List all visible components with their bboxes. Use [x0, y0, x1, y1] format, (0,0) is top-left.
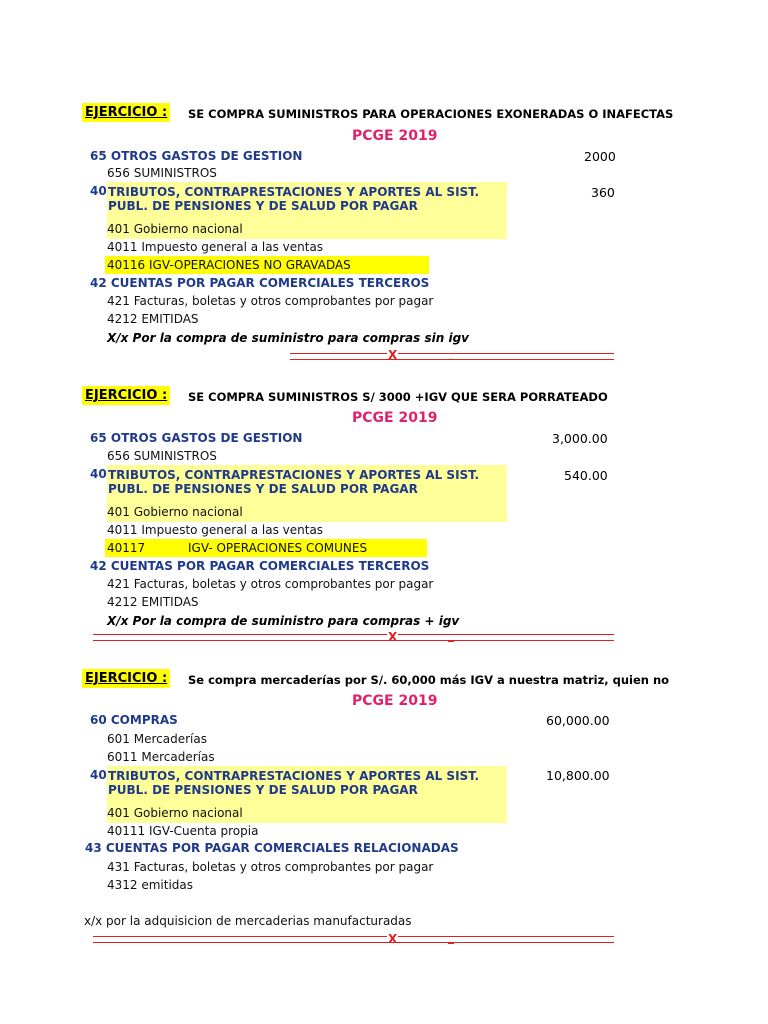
- igv-account: 4011 Impuesto general a las ventas: [107, 523, 324, 537]
- exercise-description: Se compra mercaderías por S/. 60,000 más IGV a nuestra matriz, quien no: [188, 673, 670, 687]
- cuentas-por-pagar: 43 CUENTAS POR PAGAR COMERCIALES RELACIONADAS: [85, 841, 459, 855]
- trib-account-box: TRIBUTOS, CONTRAPRESTACIONES Y APORTES AL SIST. PUBL. DE PENSIONES Y DE SALUD POR PAGAR: [107, 182, 507, 224]
- sub-account: 601 Mercaderías: [107, 732, 207, 746]
- pcge-title: PCGE 2019: [352, 693, 438, 709]
- gloss-text: X/x Por la compra de suministro para compras sin igv: [107, 331, 469, 345]
- trib-amount: 360: [591, 185, 615, 200]
- igv-detail-highlight: 40116 IGV-OPERACIONES NO GRAVADAS: [105, 256, 429, 274]
- amount-main: 2000: [584, 149, 616, 164]
- exercise-label: EJERCICIO :: [82, 386, 170, 405]
- igv-detail: IGV- OPERACIONES COMUNES: [188, 541, 368, 555]
- sub-account: 656 SUMINISTROS: [107, 449, 217, 463]
- igv-code: 40117: [107, 541, 146, 555]
- sub-account: 656 SUMINISTROS: [107, 166, 217, 180]
- x-mark: X: [388, 348, 398, 362]
- pcge-title: PCGE 2019: [352, 128, 438, 144]
- emitidas-account: 4212 EMITIDAS: [107, 312, 199, 326]
- rule-line-bottom: [93, 942, 614, 943]
- dash-mark: _: [448, 628, 454, 642]
- gobierno-nacional: 401 Gobierno nacional: [107, 803, 507, 823]
- rule-line-left: [93, 936, 387, 937]
- facturas-account: 431 Facturas, boletas y otros comprobantes por pagar: [107, 860, 434, 874]
- exercise-label: EJERCICIO :: [82, 669, 170, 688]
- trib-amount: 10,800.00: [546, 768, 610, 783]
- trib-code: 40: [90, 467, 107, 481]
- emitidas-account: 4212 EMITIDAS: [107, 595, 199, 609]
- trib-code: 40: [90, 184, 107, 198]
- account-main: 65 OTROS GASTOS DE GESTION: [90, 431, 303, 445]
- amount-main: 60,000.00: [546, 713, 610, 728]
- gloss-text: X/x Por la compra de suministro para compras + igv: [107, 614, 460, 628]
- gobierno-nacional: 401 Gobierno nacional: [107, 502, 507, 522]
- rule-line-right: [398, 936, 614, 937]
- facturas-account: 421 Facturas, boletas y otros comprobantes por pagar: [107, 577, 434, 591]
- amount-main: 3,000.00: [552, 431, 608, 446]
- trib-account-box: TRIBUTOS, CONTRAPRESTACIONES Y APORTES AL SIST. PUBL. DE PENSIONES Y DE SALUD POR PAGAR: [107, 766, 507, 808]
- exercise-label: EJERCICIO :: [82, 103, 170, 122]
- rule-line-left: [290, 353, 387, 354]
- cuentas-por-pagar: 42 CUENTAS POR PAGAR COMERCIALES TERCEROS: [90, 276, 430, 290]
- rule-line-right: [398, 634, 614, 635]
- sub-account-2: 6011 Mercaderías: [107, 750, 215, 764]
- emitidas-account: 4312 emitidas: [107, 878, 194, 892]
- igv-account: 4011 Impuesto general a las ventas: [107, 240, 324, 254]
- gobierno-nacional: 401 Gobierno nacional: [107, 219, 507, 239]
- x-mark: X: [388, 630, 398, 644]
- account-main: 65 OTROS GASTOS DE GESTION: [90, 149, 303, 163]
- rule-line-right: [398, 353, 614, 354]
- cuentas-por-pagar: 42 CUENTAS POR PAGAR COMERCIALES TERCEROS: [90, 559, 430, 573]
- dash-mark: _: [448, 346, 454, 360]
- account-main: 60 COMPRAS: [90, 713, 178, 727]
- trib-account-box: TRIBUTOS, CONTRAPRESTACIONES Y APORTES AL SIST. PUBL. DE PENSIONES Y DE SALUD POR PAGAR: [107, 465, 507, 507]
- trib-code: 40: [90, 768, 107, 782]
- dash-mark: _: [448, 930, 454, 944]
- igv-detail-highlight: [105, 539, 427, 557]
- rule-line-left: [93, 634, 387, 635]
- exercise-description: SE COMPRA SUMINISTROS S/ 3000 +IGV QUE SERA PORRATEADO: [188, 390, 608, 404]
- igv-account: 40111 IGV-Cuenta propia: [107, 824, 259, 838]
- exercise-description: SE COMPRA SUMINISTROS PARA OPERACIONES EXONERADAS O INAFECTAS: [188, 107, 674, 121]
- facturas-account: 421 Facturas, boletas y otros comprobantes por pagar: [107, 294, 434, 308]
- trib-amount: 540.00: [564, 468, 608, 483]
- rule-line-bottom: [93, 640, 614, 641]
- gloss-text: x/x por la adquisicion de mercaderias manufacturadas: [84, 914, 412, 928]
- x-mark: X: [388, 932, 398, 946]
- pcge-title: PCGE 2019: [352, 410, 438, 426]
